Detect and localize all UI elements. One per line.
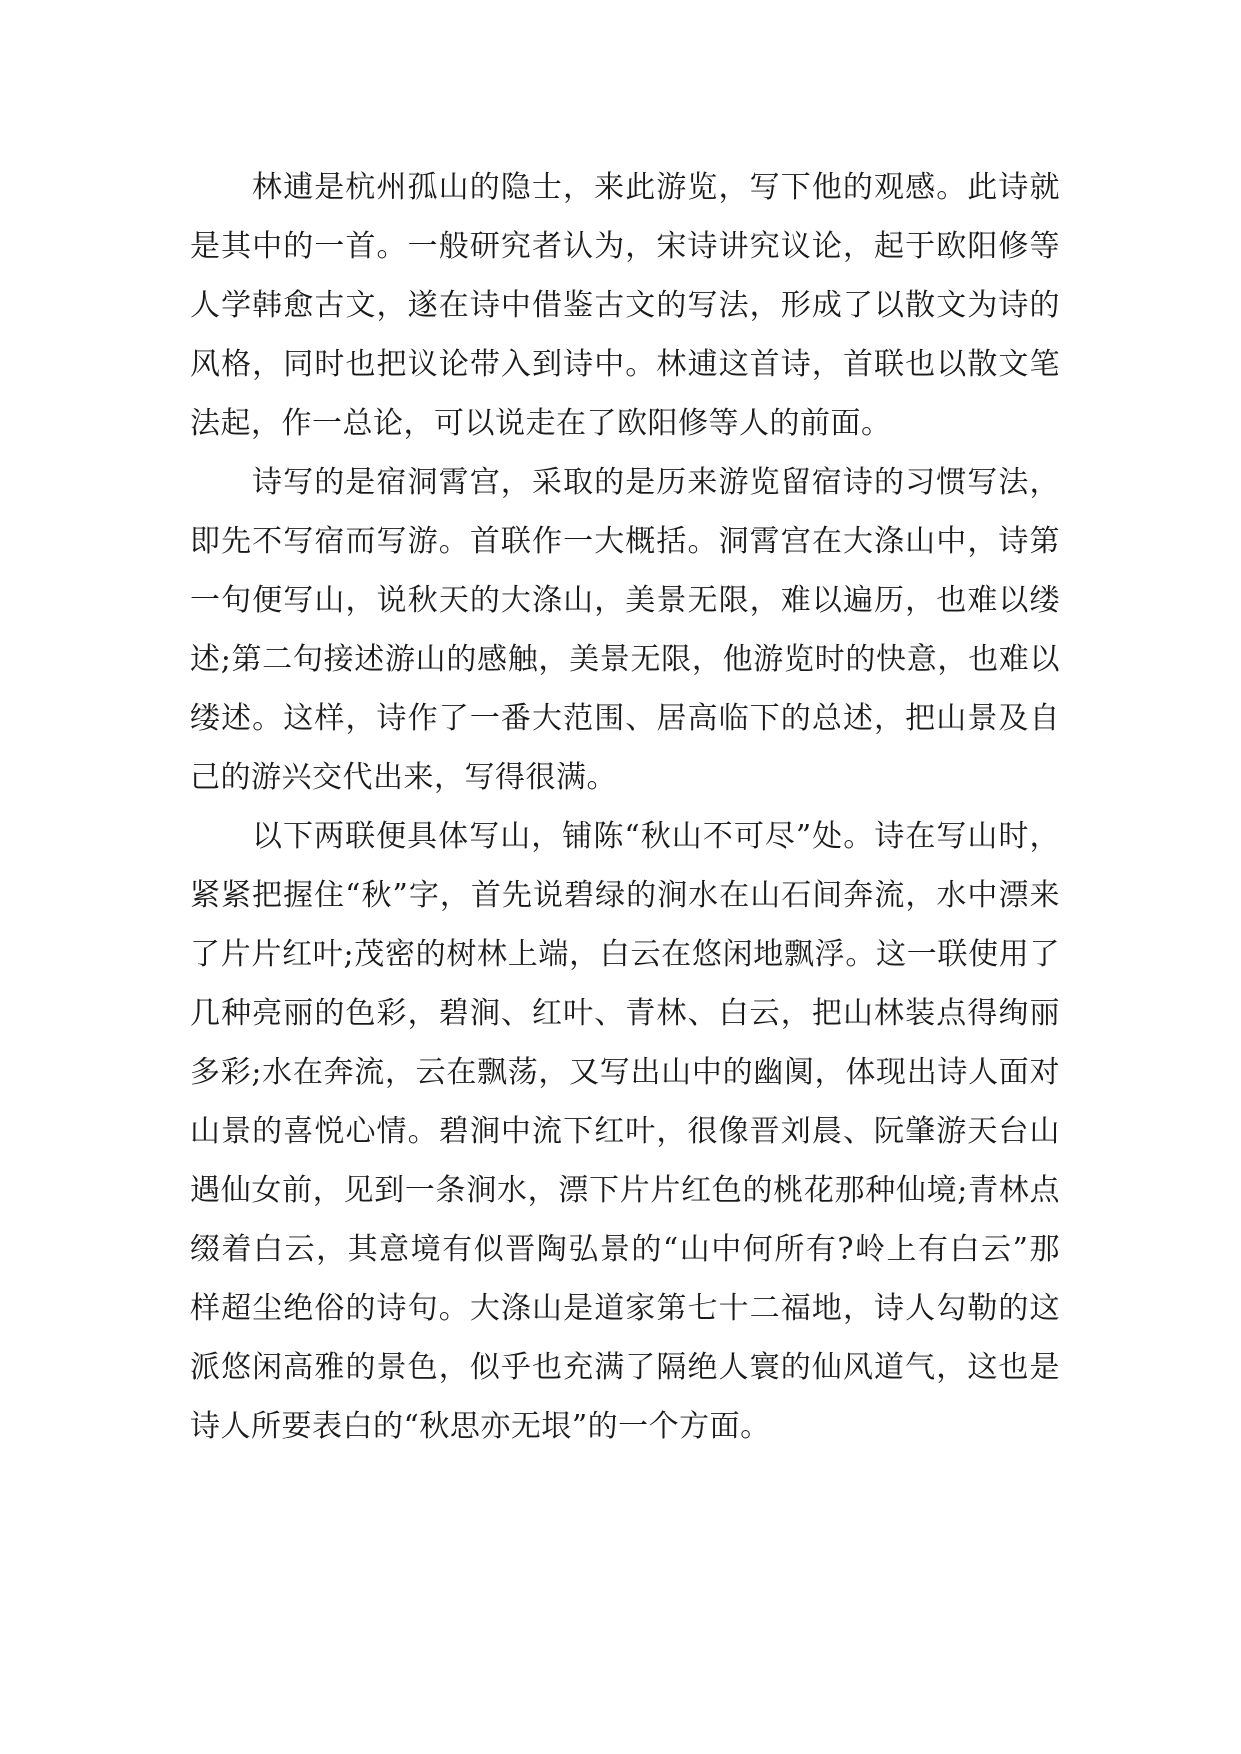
document-body bbox=[190, 158, 1060, 1456]
paragraph-1: 林逋是杭州孤山的隐士，来此游览，写下他的观感。此诗就是其中的一首。一般研究者认为，宋诗讲究议论，起于欧阳修等人学韩愈古文，遂在诗中借鉴古文的写法，形成了以散文为诗的风格，同时也把议论带入到诗中。林逋这首诗，首联也以散文笔法起，作一总论，可以说走在了欧阳修等人的前面。 bbox=[190, 170, 1060, 441]
paragraph-2: 诗写的是宿洞霄宫，采取的是历来游览留宿诗的习惯写法，即先不写宿而写游。首联作一大概括。洞霄宫在大涤山中，诗第一句便写山，说秋天的大涤山，美景无限，难以遍历，也难以缕述;第二句接述游山的感触，美景无限，他游览时的快意，也难以缕述。这样，诗作了一番大范围、居高临下的总述，把山景及自己的游兴交代出来，写得很满。 bbox=[190, 465, 1060, 795]
paragraph-3: 以下两联便具体写山，铺陈“秋山不可尽”处。诗在写山时，紧紧把握住“秋”字，首先说碧绿的涧水在山石间奔流，水中漂来了片片红叶;茂密的树林上端，白云在悠闲地飘浮。这一联使用了几种亮丽的色彩，碧涧、红叶、青林、白云，把山林装点得绚丽多彩;水在奔流，云在飘荡，又写出山中的幽阒，体现出诗人面对山景的喜悦心情。碧涧中流下红叶，很像晋刘晨、阮肇游天台山遇仙女前，见到一条涧水，漂下片片红色的桃花那种仙境;青林点缀着白云，其意境有似晋陶弘景的“山中何所有?岭上有白云”那样超尘绝俗的诗句。大涤山是道家第七十二福地，诗人勾勒的这派悠闲高雅的景色，似乎也充满了隔绝人寰的仙风道气，这也是诗人所要表白的“秋思亦无垠”的一个方面。 bbox=[190, 819, 1060, 1444]
